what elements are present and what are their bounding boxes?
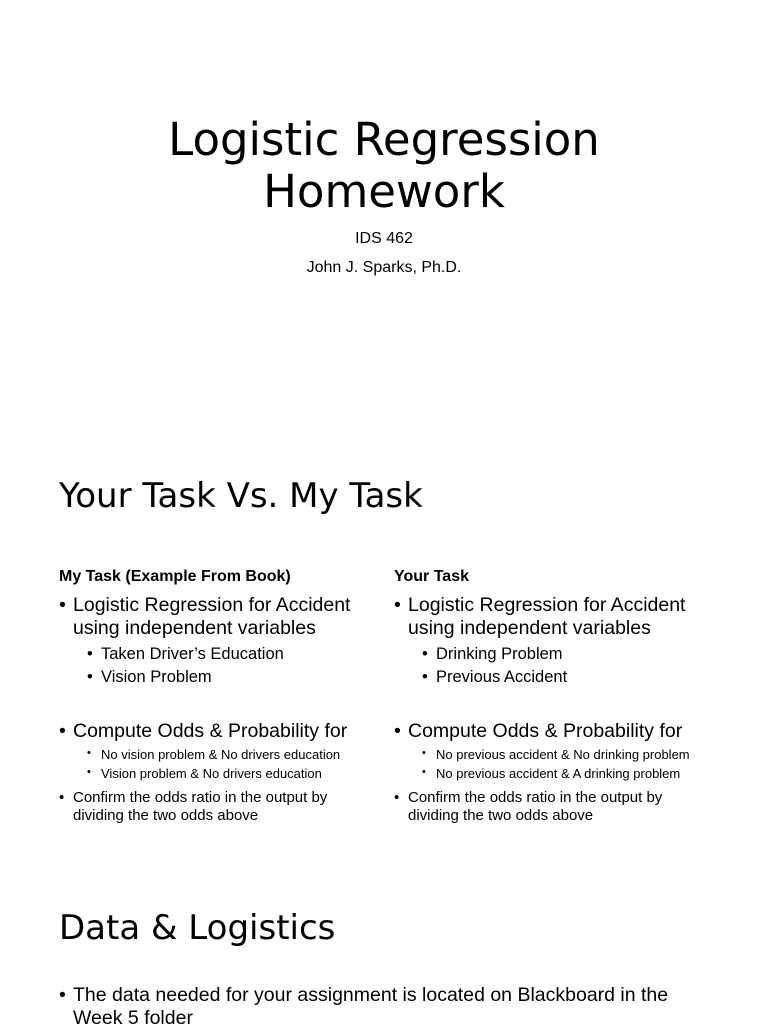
- bullet-glyph: •: [394, 720, 401, 742]
- bullet-glyph: •: [422, 645, 428, 663]
- right-bullet-3: [394, 789, 663, 825]
- left-bullet-3-line-1: Confirm the odds ratio in the output by: [73, 789, 328, 806]
- left-bullet-1-line-2: using independent variables: [73, 617, 316, 639]
- left-bullet-3-line-2: dividing the two odds above: [73, 807, 259, 824]
- bullet-glyph: •: [394, 789, 400, 806]
- left-sub-bullet-1: [87, 645, 284, 664]
- left-bullet-1: [59, 594, 351, 640]
- left-sub-bullet-4: [87, 766, 322, 781]
- left-bullet-1-line-1: Logistic Regression for Accident: [73, 594, 351, 616]
- bullet-glyph: •: [59, 594, 66, 616]
- right-sub-bullet-2: [422, 668, 568, 687]
- left-sub-bullet-2: [87, 668, 212, 687]
- left-sub-bullet-1-text: Taken Driver’s Education: [101, 645, 284, 663]
- data-bullet-1-line-2: Week 5 folder: [73, 1007, 193, 1029]
- bullet-glyph: •: [87, 645, 93, 663]
- slide-title: [0, 114, 768, 218]
- left-bullet-3: [59, 789, 328, 825]
- bullet-glyph: •: [87, 747, 91, 759]
- title-line-2: Homework: [263, 165, 505, 218]
- right-bullet-1-line-1: Logistic Regression for Accident: [408, 594, 686, 616]
- left-bullet-2-text: Compute Odds & Probability for: [73, 720, 348, 742]
- right-bullet-3-line-1: Confirm the odds ratio in the output by: [408, 789, 663, 806]
- data-bullet-1-line-1: The data needed for your assignment is located on Blackboard in the: [73, 984, 669, 1006]
- bullet-glyph: •: [59, 789, 65, 806]
- bullet-glyph: •: [59, 984, 66, 1006]
- right-sub-bullet-3: [422, 747, 690, 762]
- right-sub-bullet-4-text: No previous accident & A drinking problem: [436, 766, 681, 781]
- right-bullet-1-line-2: using independent variables: [408, 617, 651, 639]
- bullet-glyph: •: [87, 668, 93, 686]
- left-sub-bullet-4-text: Vision problem & No drivers education: [101, 766, 322, 781]
- right-bullet-2: [394, 720, 683, 743]
- right-sub-bullet-3-text: No previous accident & No drinking problem: [436, 747, 690, 762]
- right-column-header: Your Task: [394, 568, 469, 585]
- bullet-glyph: •: [59, 720, 66, 742]
- course-code: IDS 462: [355, 230, 413, 247]
- right-sub-bullet-2-text: Previous Accident: [436, 668, 568, 686]
- title-line-1: Logistic Regression: [168, 113, 600, 166]
- right-sub-bullet-1-text: Drinking Problem: [436, 645, 563, 663]
- section-heading-tasks: Your Task Vs. My Task: [59, 476, 423, 516]
- left-bullet-2: [59, 720, 348, 743]
- left-sub-bullet-3: [87, 747, 341, 762]
- bullet-glyph: •: [87, 766, 91, 778]
- left-column-header: My Task (Example From Book): [59, 568, 291, 585]
- section-heading-data-logistics: Data & Logistics: [59, 908, 336, 948]
- right-sub-bullet-4: [422, 766, 681, 781]
- right-bullet-1: [394, 594, 686, 640]
- right-bullet-2-text: Compute Odds & Probability for: [408, 720, 683, 742]
- bullet-glyph: •: [422, 747, 426, 759]
- bullet-glyph: •: [422, 668, 428, 686]
- data-bullet-1: [59, 984, 753, 1030]
- left-sub-bullet-3-text: No vision problem & No drivers education: [101, 747, 341, 762]
- bullet-glyph: •: [394, 594, 401, 616]
- right-bullet-3-line-2: dividing the two odds above: [408, 807, 594, 824]
- author-name: John J. Sparks, Ph.D.: [306, 259, 462, 276]
- left-sub-bullet-2-text: Vision Problem: [101, 668, 212, 686]
- bullet-glyph: •: [422, 766, 426, 778]
- right-sub-bullet-1: [422, 645, 563, 664]
